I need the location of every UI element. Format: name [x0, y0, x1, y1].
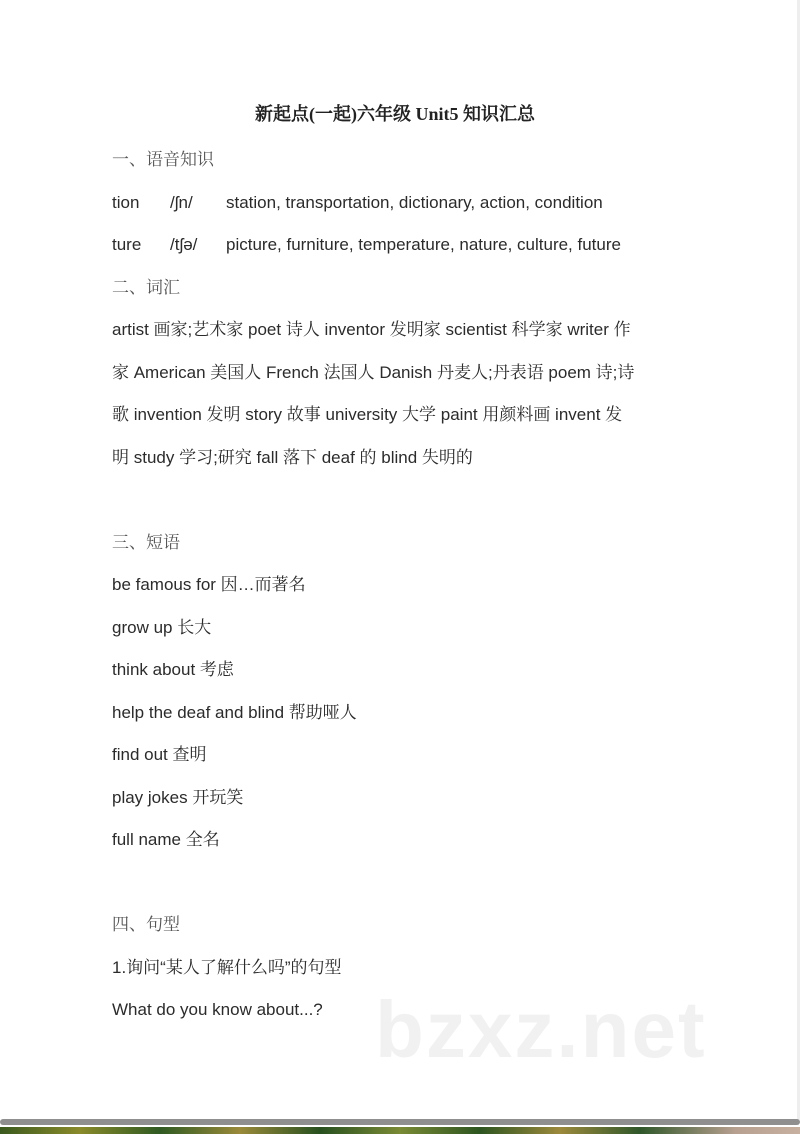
phonics-suffix: ture [112, 235, 142, 254]
section-heading-phonics: 一、语音知识 [112, 150, 214, 170]
section-heading-sentences: 四、句型 [112, 915, 180, 935]
phonics-row [112, 234, 621, 256]
phrase-item: find out 查明 [112, 745, 207, 764]
section-heading-phrases: 三、短语 [112, 533, 180, 553]
section-heading-vocabulary: 二、词汇 [112, 278, 180, 298]
vocabulary-line: 歌 invention 发明 story 故事 university 大学 paint 用颜料画 invent 发 [112, 405, 623, 424]
sentence-subheading: 1.询问“某人了解什么吗”的句型 [112, 958, 342, 977]
document-title: 新起点(一起)六年级 Unit5 知识汇总 [255, 104, 535, 124]
phrase-item: think about 考虑 [112, 660, 234, 679]
sentence-example: What do you know about...? [112, 1000, 323, 1019]
phrase-item: full name 全名 [112, 830, 220, 849]
phrase-item: be famous for 因…而著名 [112, 575, 306, 594]
vocabulary-line: artist 画家;艺术家 poet 诗人 inventor 发明家 scientist 科学家 writer 作 [112, 320, 631, 339]
phonics-words: picture, furniture, temperature, nature, culture, future [226, 235, 621, 254]
phonics-ipa: /ʃn/ [170, 193, 193, 212]
horizontal-scrollbar[interactable] [0, 1119, 800, 1125]
phonics-ipa: /tʃə/ [170, 235, 198, 254]
phonics-suffix: tion [112, 193, 140, 212]
vocabulary-line: 家 American 美国人 French 法国人 Danish 丹麦人;丹表语 poem 诗;诗 [112, 363, 635, 382]
phonics-row [112, 192, 603, 214]
phrase-item: grow up 长大 [112, 618, 212, 637]
watermark: bzxz.net [375, 985, 707, 1074]
phonics-words: station, transportation, dictionary, action, condition [226, 193, 603, 212]
phrase-item: play jokes 开玩笑 [112, 788, 244, 807]
vocabulary-line: 明 study 学习;研究 fall 落下 deaf 的 blind 失明的 [112, 448, 473, 467]
phrase-item: help the deaf and blind 帮助哑人 [112, 703, 357, 722]
background-photo-strip [0, 1127, 800, 1134]
